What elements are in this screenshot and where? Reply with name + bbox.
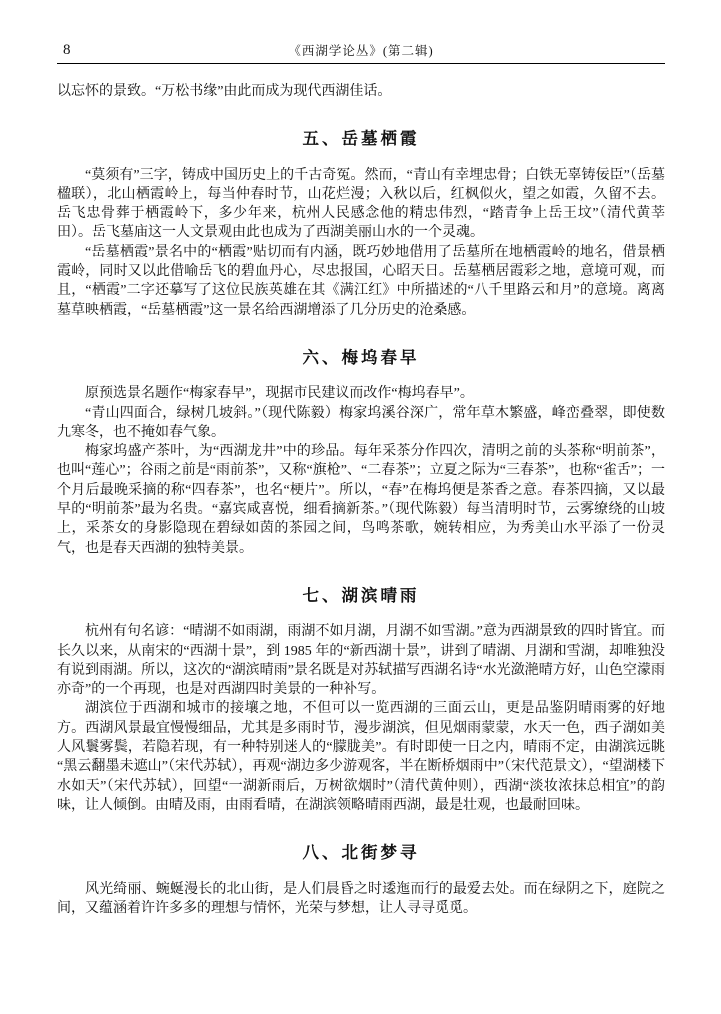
section-6-paragraph-2: “青山四面合，绿树几坡斜。”（现代陈毅）梅家坞溪谷深广，常年草木繁盛，峰峦叠翠，即使数九寒冬，也不掩如春气象。 [57, 405, 665, 440]
journal-title: 《西湖学论丛》(第二辑) [288, 44, 434, 58]
continuation-paragraph: 以忘怀的景致。“万松书缘”由此而成为现代西湖佳话。 [57, 84, 392, 99]
section-8-paragraph-1: 风光绮丽、蜿蜒漫长的北山街，是人们晨昏之时逶迤而行的最爱去处。而在绿阴之下，庭院之间，又蕴涵着许许多多的理想与情怀，光荣与梦想，让人寻寻觅觅。 [57, 881, 665, 916]
page-header [57, 0, 665, 64]
section-heading-hu-bin-qing-yu: 七、湖滨晴雨 [302, 585, 420, 605]
section-heading-yue-mu-qi-xia: 五、岳墓栖霞 [302, 129, 420, 149]
section-heading-mei-wu-chun-zao: 六、梅坞春早 [302, 347, 420, 367]
section-7-paragraph-1: 杭州有句名谚：“晴湖不如雨湖，雨湖不如月湖，月湖不如雪湖。”意为西湖景致的四时皆宜。而长久以来，从南宋的“西湖十景”，到 1985 年的“新西湖十景”，讲到了晴湖、月湖和雪湖，却唯独没有说到雨湖。所以，这次的“湖滨晴雨”景名既是对苏轼描写西湖名诗“水光潋滟晴方好，山色空濛雨亦奇”的一个再现，也是对西湖四时美景的一种补写。 [57, 624, 665, 698]
section-7-paragraph-2: 湖滨位于西湖和城市的接壤之地，不但可以一览西湖的三面云山，更是品鉴阴晴雨雾的好地方。西湖风景最宜慢慢细品，尤其是多雨时节，漫步湖滨，但见烟雨蒙蒙，水天一色，西子湖如美人风鬟雾鬓，若隐若现，有一种特别迷人的“朦胧美”。有时即使一日之内，晴雨不定，由湖滨远眺“黑云翻墨未遮山”（宋代苏轼），再观“湖边多少游观客，半在断桥烟雨中”（宋代范景文），“望湖楼下水如天”（宋代苏轼），回望“一湖新雨后，万树欲烟时”（清代黄仲则），西湖“淡妆浓抹总相宜”的韵味，让人倾倒。由晴及雨，由雨看晴，在湖滨领略晴雨西湖，最是壮观，也最耐回味。 [57, 701, 665, 813]
section-6-paragraph-1: 原预选景名题作“梅家春早”，现据市民建议而改作“梅坞春早”。 [85, 386, 474, 402]
page-body [57, 82, 665, 918]
page-number: 8 [63, 42, 71, 58]
section-5-paragraph-1: “莫须有”三字，铸成中国历史上的千古奇冤。然而，“青山有幸埋忠骨；白铁无辜铸佞臣”（岳墓楹联），北山栖霞岭上，每当仲春时节，山花烂漫；入秋以后，红枫似火，望之如霞，久留不去。岳飞忠骨葬于栖霞岭下，多少年来，杭州人民感念他的精忠伟烈，“踏青争上岳王坟”（清代黄莘田）。岳飞墓庙这一人文景观由此也成为了西湖美丽山水的一个灵魂。 [57, 167, 665, 241]
section-6-paragraph-3: 梅家坞盛产茶叶，为“西湖龙井”中的珍品。每年采茶分作四次，清明之前的头茶称“明前茶”，也叫“莲心”；谷雨之前是“雨前茶”，又称“旗枪”、“二春茶”；立夏之际为“三春茶”，也称“雀舌”；一个月后最晚采摘的称“四春茶”，也名“梗片”。所以，“春”在梅坞便是茶香之意。春茶四摘，又以最早的“明前茶”最为名贵。“嘉宾咸喜悦，细看摘新茶。”（现代陈毅）每当清明时节，云雾缭绕的山坡上，采茶女的身影隐现在碧绿如茵的茶园之间，鸟鸣茶歌，婉转相应，为秀美山水平添了一份灵气，也是春天西湖的独特美景。 [57, 444, 665, 556]
section-5-paragraph-2: “岳墓栖霞”景名中的“栖霞”贴切而有内涵，既巧妙地借用了岳墓所在地栖霞岭的地名，借景栖霞岭，同时又以此借喻岳飞的碧血丹心，尽忠报国，心昭天日。岳墓栖居霞彩之地，意境可观，而且，“栖霞”二字还摹写了这位民族英雄在其《满江红》中所描述的“八千里路云和月”的意境。离离墓草映栖霞，“岳墓栖霞”这一景名给西湖增添了几分历史的沧桑感。 [57, 244, 665, 318]
section-heading-bei-jie-meng-xun: 八、北街梦寻 [302, 843, 420, 863]
